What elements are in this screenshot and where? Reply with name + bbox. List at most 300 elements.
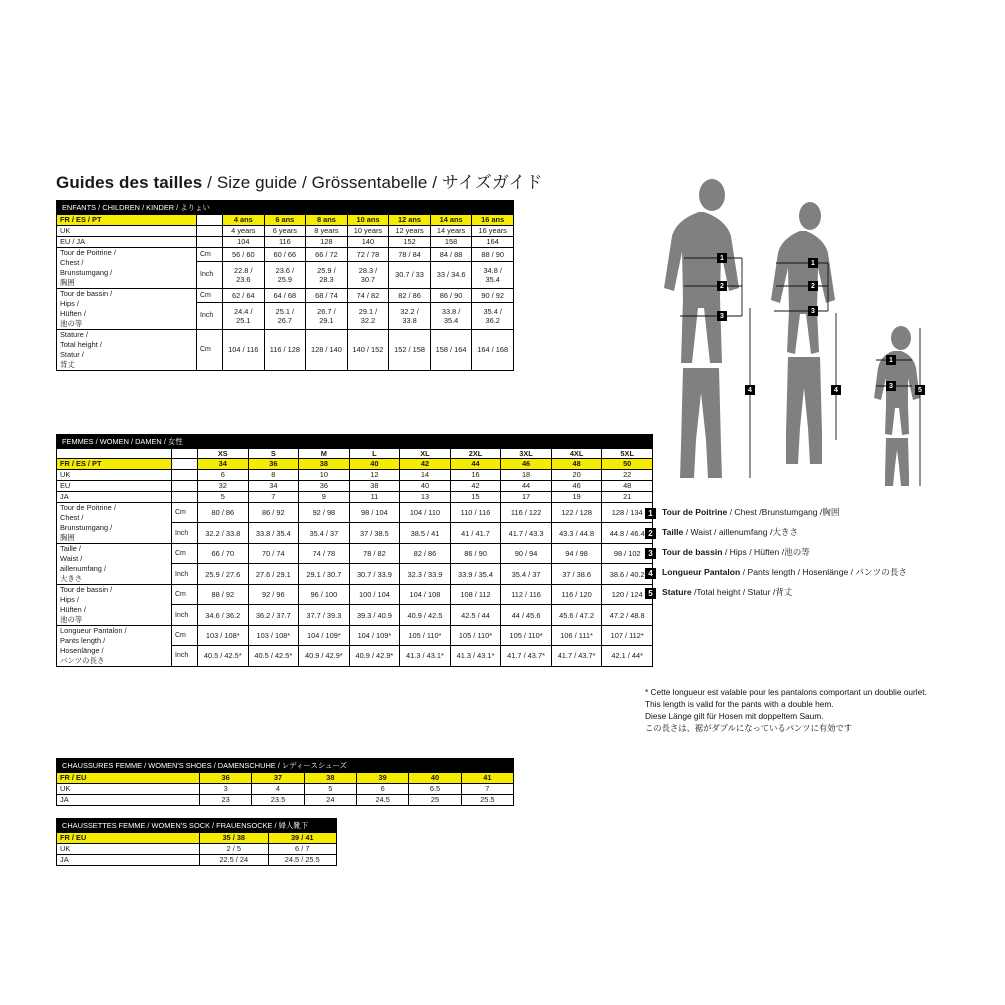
legend-number: 1 [645, 508, 656, 519]
row-unit [172, 459, 198, 470]
cell: 74 / 78 [299, 543, 350, 563]
legend-item [645, 588, 985, 599]
cell: 34 [198, 459, 249, 470]
cell: 84 / 88 [430, 247, 472, 261]
cell: 72 / 78 [347, 247, 389, 261]
row-unit [197, 225, 223, 236]
row-label: FR / ES / PT [57, 215, 197, 226]
row-unit [172, 469, 198, 480]
row-label: UK [57, 225, 197, 236]
legend-list [645, 508, 985, 608]
table-band [57, 201, 514, 215]
cell: 152 / 158 [389, 329, 431, 370]
cell: 37.7 / 39.3 [299, 605, 350, 625]
cell: 21 [602, 491, 653, 502]
cell: 152 [389, 236, 431, 247]
cell: 37 / 38.5 [349, 523, 400, 543]
cell: 46 [551, 480, 602, 491]
cell: 32 [198, 480, 249, 491]
cell: 35.4 / 37 [299, 523, 350, 543]
figure-marker-3b: 3 [808, 306, 818, 316]
row-unit: Cm [172, 625, 198, 645]
cell: 40 [409, 773, 461, 784]
cell: 38 [299, 459, 350, 470]
figure-marker-3: 3 [717, 311, 727, 321]
row-label: JA [57, 854, 200, 865]
cell: 74 / 82 [347, 288, 389, 302]
table-row [57, 236, 514, 247]
table-header-row [57, 449, 653, 459]
page-title-rest: / Size guide / Grössentabelle / サイズガイド [202, 173, 543, 192]
cell: 18 [501, 469, 552, 480]
cell: 33.9 / 35.4 [450, 564, 501, 584]
cell: 104 / 110 [400, 502, 451, 522]
legend-text: Tour de bassin / Hips / Hüften /池の等 [662, 547, 810, 557]
table-row [57, 480, 653, 491]
row-unit: Cm [197, 247, 223, 261]
silhouettes-svg [650, 178, 970, 508]
cell: 40 [349, 459, 400, 470]
cell: 48 [551, 459, 602, 470]
cell: 104 / 108 [400, 584, 451, 604]
row-unit [172, 480, 198, 491]
cell: 28.3 / 30.7 [347, 262, 389, 289]
table-row [57, 625, 653, 645]
row-label: UK [57, 783, 200, 794]
table-row [57, 491, 653, 502]
cell: 45.6 / 47.2 [551, 605, 602, 625]
cell: 14 [400, 469, 451, 480]
cell: 42.5 / 44 [450, 605, 501, 625]
cell: 158 [430, 236, 472, 247]
cell: 4 [252, 783, 304, 794]
figure-marker-1: 1 [717, 253, 727, 263]
women-socks-table [56, 818, 337, 866]
cell: 38 [304, 773, 356, 784]
cell: 66 / 72 [306, 247, 348, 261]
cell: 56 / 60 [223, 247, 265, 261]
cell: 62 / 64 [223, 288, 265, 302]
size-header: 5XL [602, 449, 653, 459]
cell: 164 / 168 [472, 329, 514, 370]
size-header: 3XL [501, 449, 552, 459]
cell: 116 [264, 236, 306, 247]
cell: 37 [252, 773, 304, 784]
legend-item [645, 508, 985, 519]
size-header: XS [198, 449, 249, 459]
cell: 38.5 / 41 [400, 523, 451, 543]
cell: 25 [409, 794, 461, 805]
cell: 50 [602, 459, 653, 470]
cell: 116 / 122 [501, 502, 552, 522]
cell: 128 / 134 [602, 502, 653, 522]
cell: 41 [461, 773, 513, 784]
cell: 98 / 104 [349, 502, 400, 522]
cell: 14 ans [430, 215, 472, 226]
legend-number: 3 [645, 548, 656, 559]
cell: 2 / 5 [200, 843, 269, 854]
table-row [57, 833, 337, 844]
cell: 90 / 92 [472, 288, 514, 302]
cell: 41.3 / 43.1* [400, 646, 451, 666]
cell: 16 ans [472, 215, 514, 226]
cell: 48 [602, 480, 653, 491]
cell: 6 [356, 783, 408, 794]
cell: 103 / 108* [198, 625, 249, 645]
cell: 39.3 / 40.9 [349, 605, 400, 625]
figure-marker-4: 4 [745, 385, 755, 395]
band-label: ENFANTS / CHILDREN / KINDER / よりょい [57, 201, 514, 215]
legend-text: Longueur Pantalon / Pants length / Hosenlänge / パンツの長さ [662, 567, 907, 577]
cell: 36 [248, 459, 299, 470]
cell: 33 / 34.6 [430, 262, 472, 289]
cell: 41 / 41.7 [450, 523, 501, 543]
cell: 88 / 92 [198, 584, 249, 604]
cell: 33.8 / 35.4 [248, 523, 299, 543]
table-row [57, 225, 514, 236]
cell: 25.9 / 28.3 [306, 262, 348, 289]
cell: 92 / 98 [299, 502, 350, 522]
cell: 44 / 45.6 [501, 605, 552, 625]
cell: 14 years [430, 225, 472, 236]
size-header: 4XL [551, 449, 602, 459]
table-row [57, 288, 514, 302]
cell: 12 years [389, 225, 431, 236]
legend-text: Tour de Poitrine / Chest /Brunstumgang /胸囲 [662, 507, 840, 517]
cell: 110 / 116 [450, 502, 501, 522]
table-row [57, 247, 514, 261]
cell: 40.9 / 42.9* [299, 646, 350, 666]
row-unit: Cm [197, 329, 223, 370]
table-row [57, 469, 653, 480]
cell: 11 [349, 491, 400, 502]
cell: 10 years [347, 225, 389, 236]
cell: 40.9 / 42.5 [400, 605, 451, 625]
table-row [57, 854, 337, 865]
legend-text: Stature /Total height / Statur /背丈 [662, 587, 793, 597]
footnote: * Cette longueur est valable pour les pantalons comportant un doublie ourlet. This length is valid for the pants with a double hem. Diese Länge gilt für Hosen mit doppeltem Saum. この長さは、裾がダブルになっているパンツに有効です [645, 687, 927, 734]
cell: 34 [248, 480, 299, 491]
cell: 24 [304, 794, 356, 805]
cell: 98 / 102 [602, 543, 653, 563]
cell: 29.1 / 30.7 [299, 564, 350, 584]
row-unit: Inch [172, 646, 198, 666]
cell: 35.4 / 36.2 [472, 303, 514, 330]
cell: 32.3 / 33.9 [400, 564, 451, 584]
legend-number: 2 [645, 528, 656, 539]
cell: 41.3 / 43.1* [450, 646, 501, 666]
cell: 12 [349, 469, 400, 480]
band-label: FEMMES / WOMEN / DAMEN / 女性 [57, 435, 653, 449]
cell: 92 / 96 [248, 584, 299, 604]
cell: 43.3 / 44.8 [551, 523, 602, 543]
women-size-table [56, 434, 653, 667]
cell: 103 / 108* [248, 625, 299, 645]
cell: 41.7 / 43.3 [501, 523, 552, 543]
cell: 4 ans [223, 215, 265, 226]
cell: 105 / 110* [400, 625, 451, 645]
cell: 6.5 [409, 783, 461, 794]
cell: 25.1 / 26.7 [264, 303, 306, 330]
row-unit: Inch [197, 262, 223, 289]
cell: 39 / 41 [268, 833, 337, 844]
row-label: Taille / Waist / aillenumfang / 大きさ [57, 543, 172, 584]
cell: 42.1 / 44* [602, 646, 653, 666]
figure-marker-2: 2 [717, 281, 727, 291]
child-silhouette [874, 326, 920, 486]
cell: 25.9 / 27.6 [198, 564, 249, 584]
cell: 3 [200, 783, 252, 794]
cell: 10 ans [347, 215, 389, 226]
cell: 86 / 92 [248, 502, 299, 522]
cell: 44.8 / 46.4 [602, 523, 653, 543]
cell: 35.4 / 37 [501, 564, 552, 584]
cell: 70 / 74 [248, 543, 299, 563]
row-unit: Cm [172, 543, 198, 563]
cell: 106 / 111* [551, 625, 602, 645]
row-label: FR / EU [57, 773, 200, 784]
table-row [57, 773, 514, 784]
cell: 5 [304, 783, 356, 794]
row-unit: Cm [172, 502, 198, 522]
cell: 66 / 70 [198, 543, 249, 563]
cell: 34.6 / 36.2 [198, 605, 249, 625]
cell: 22.5 / 24 [200, 854, 269, 865]
cell: 15 [450, 491, 501, 502]
table-row [57, 502, 653, 522]
cell: 88 / 90 [472, 247, 514, 261]
children-size-table [56, 200, 514, 371]
row-unit: Inch [197, 303, 223, 330]
row-label: UK [57, 469, 172, 480]
cell: 128 [306, 236, 348, 247]
cell: 23.6 / 25.9 [264, 262, 306, 289]
cell: 82 / 86 [400, 543, 451, 563]
cell: 36 [299, 480, 350, 491]
cell: 12 ans [389, 215, 431, 226]
row-label: Longueur Pantalon / Pants length / Hosenlänge / パンツの長さ [57, 625, 172, 666]
cell: 44 [501, 480, 552, 491]
cell: 47.2 / 48.8 [602, 605, 653, 625]
band-label: CHAUSSURES FEMME / WOMEN'S SHOES / DAMENSCHUHE / レディースシューズ [57, 759, 514, 773]
cell: 9 [299, 491, 350, 502]
cell: 68 / 74 [306, 288, 348, 302]
cell: 17 [501, 491, 552, 502]
cell: 22 [602, 469, 653, 480]
cell: 23 [200, 794, 252, 805]
table-row [57, 794, 514, 805]
cell: 8 [248, 469, 299, 480]
cell: 5 [198, 491, 249, 502]
cell: 8 ans [306, 215, 348, 226]
male-silhouette [664, 179, 739, 478]
cell: 6 years [264, 225, 306, 236]
cell: 64 / 68 [264, 288, 306, 302]
cell: 164 [472, 236, 514, 247]
row-label: JA [57, 491, 172, 502]
cell: 94 / 98 [551, 543, 602, 563]
cell: 105 / 110* [501, 625, 552, 645]
cell: 32.2 / 33.8 [389, 303, 431, 330]
cell: 104 [223, 236, 265, 247]
cell: 104 / 109* [349, 625, 400, 645]
size-header: 2XL [450, 449, 501, 459]
figure-marker-3c: 3 [886, 381, 896, 391]
page-title [56, 168, 543, 193]
cell: 40.5 / 42.5* [198, 646, 249, 666]
cell: 122 / 128 [551, 502, 602, 522]
size-header: S [248, 449, 299, 459]
cell: 38 [349, 480, 400, 491]
cell: 158 / 164 [430, 329, 472, 370]
cell: 78 / 84 [389, 247, 431, 261]
row-label: EU / JA [57, 236, 197, 247]
row-unit [197, 215, 223, 226]
legend-item [645, 568, 985, 579]
cell: 42 [450, 480, 501, 491]
cell: 104 / 109* [299, 625, 350, 645]
cell: 120 / 124 [602, 584, 653, 604]
row-label: Tour de bassin / Hips / Hüften / 池の等 [57, 584, 172, 625]
cell: 34.8 / 35.4 [472, 262, 514, 289]
table-row [57, 843, 337, 854]
cell: 20 [551, 469, 602, 480]
cell: 116 / 128 [264, 329, 306, 370]
cell: 108 / 112 [450, 584, 501, 604]
table-band [57, 759, 514, 773]
cell: 24.5 / 25.5 [268, 854, 337, 865]
table-row [57, 584, 653, 604]
cell: 16 [450, 469, 501, 480]
cell: 6 ans [264, 215, 306, 226]
row-label: UK [57, 843, 200, 854]
row-unit: Cm [197, 288, 223, 302]
cell: 38.6 / 40.2 [602, 564, 653, 584]
figure-marker-4b: 4 [831, 385, 841, 395]
cell: 82 / 86 [389, 288, 431, 302]
cell: 36 [200, 773, 252, 784]
row-label: FR / ES / PT [57, 459, 172, 470]
cell: 42 [400, 459, 451, 470]
cell: 40.5 / 42.5* [248, 646, 299, 666]
figure-marker-5: 5 [915, 385, 925, 395]
cell: 40 [400, 480, 451, 491]
figure-marker-2b: 2 [808, 281, 818, 291]
cell: 6 / 7 [268, 843, 337, 854]
cell: 4 years [223, 225, 265, 236]
cell: 90 / 94 [501, 543, 552, 563]
cell: 41.7 / 43.7* [551, 646, 602, 666]
cell: 60 / 66 [264, 247, 306, 261]
legend-number: 4 [645, 568, 656, 579]
cell: 86 / 90 [450, 543, 501, 563]
table-row [57, 215, 514, 226]
cell: 33.8 / 35.4 [430, 303, 472, 330]
table-band [57, 819, 337, 833]
cell: 22.8 / 23.6 [223, 262, 265, 289]
female-silhouette [771, 202, 835, 464]
cell: 128 / 140 [306, 329, 348, 370]
cell: 13 [400, 491, 451, 502]
row-unit: Inch [172, 564, 198, 584]
size-header: M [299, 449, 350, 459]
cell: 32.2 / 33.8 [198, 523, 249, 543]
row-unit [172, 491, 198, 502]
cell: 140 / 152 [347, 329, 389, 370]
legend-item [645, 548, 985, 559]
row-unit: Inch [172, 605, 198, 625]
cell: 39 [356, 773, 408, 784]
row-label: JA [57, 794, 200, 805]
row-label: Tour de bassin / Hips / Hüften / 池の等 [57, 288, 197, 329]
table-row [57, 459, 653, 470]
cell: 116 / 120 [551, 584, 602, 604]
row-unit: Inch [172, 523, 198, 543]
legend-item [645, 528, 985, 539]
cell: 100 / 104 [349, 584, 400, 604]
cell: 24.4 / 25.1 [223, 303, 265, 330]
cell: 30.7 / 33 [389, 262, 431, 289]
table-row [57, 329, 514, 370]
cell: 19 [551, 491, 602, 502]
cell: 40.9 / 42.9* [349, 646, 400, 666]
size-header: L [349, 449, 400, 459]
cell: 44 [450, 459, 501, 470]
cell: 25.5 [461, 794, 513, 805]
cell: 78 / 82 [349, 543, 400, 563]
table-band [57, 435, 653, 449]
row-label: EU [57, 480, 172, 491]
table-row [57, 783, 514, 794]
legend-number: 5 [645, 588, 656, 599]
row-label: Tour de Poitrine / Chest / Brunstumgang / 胸囲 [57, 502, 172, 543]
cell: 46 [501, 459, 552, 470]
cell: 27.6 / 29.1 [248, 564, 299, 584]
row-label: Tour de Poitrine / Chest / Brunstumgang / 胸囲 [57, 247, 197, 288]
cell: 86 / 90 [430, 288, 472, 302]
cell: 37 / 38.6 [551, 564, 602, 584]
cell: 29.1 / 32.2 [347, 303, 389, 330]
cell: 104 / 116 [223, 329, 265, 370]
cell: 107 / 112* [602, 625, 653, 645]
cell: 26.7 / 29.1 [306, 303, 348, 330]
cell: 112 / 116 [501, 584, 552, 604]
figure-marker-1c: 1 [886, 355, 896, 365]
cell: 16 years [472, 225, 514, 236]
figure-marker-1b: 1 [808, 258, 818, 268]
cell: 105 / 110* [450, 625, 501, 645]
cell: 96 / 100 [299, 584, 350, 604]
page-title-bold: Guides des tailles [56, 173, 203, 192]
cell: 35 / 38 [200, 833, 269, 844]
cell: 80 / 86 [198, 502, 249, 522]
cell: 24.5 [356, 794, 408, 805]
cell: 36.2 / 37.7 [248, 605, 299, 625]
row-unit: Cm [172, 584, 198, 604]
row-label: Stature / Total height / Statur / 背丈 [57, 329, 197, 370]
cell: 23.5 [252, 794, 304, 805]
cell: 7 [461, 783, 513, 794]
cell: 140 [347, 236, 389, 247]
cell: 7 [248, 491, 299, 502]
cell: 30.7 / 33.9 [349, 564, 400, 584]
cell: 41.7 / 43.7* [501, 646, 552, 666]
cell: 8 years [306, 225, 348, 236]
cell: 10 [299, 469, 350, 480]
row-label: FR / EU [57, 833, 200, 844]
cell: 6 [198, 469, 249, 480]
women-shoes-table [56, 758, 514, 806]
